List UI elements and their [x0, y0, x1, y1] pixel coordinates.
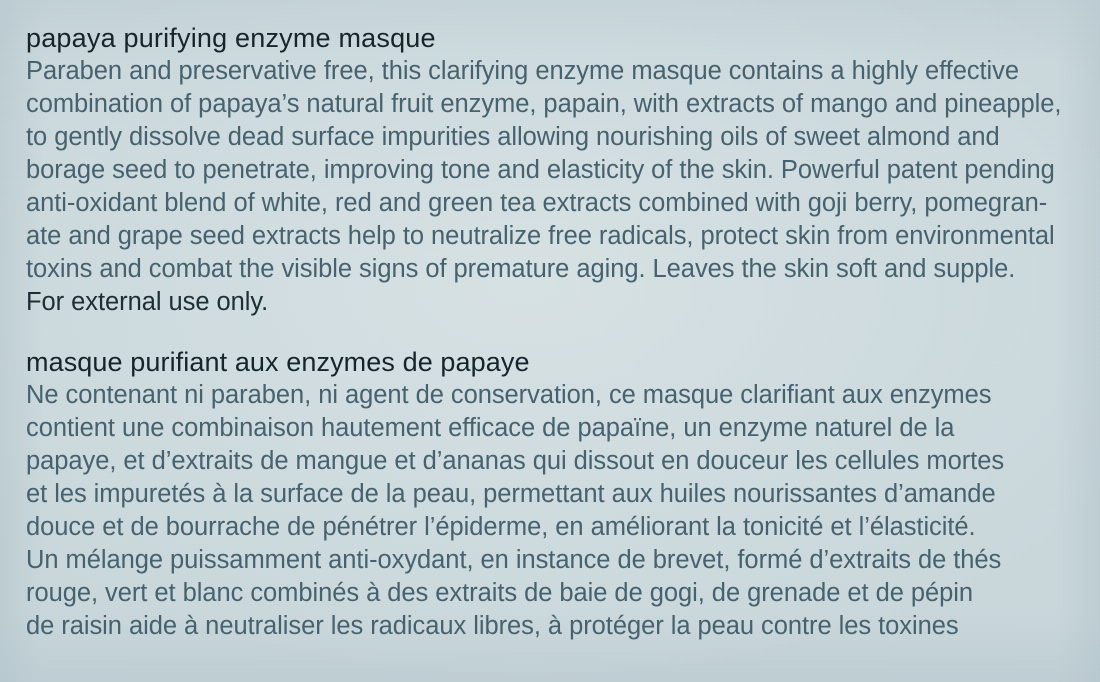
french-body-line-4: et les impuretés à la surface de la peau, permettant aux huiles nourissantes d’amande [26, 480, 996, 508]
english-description-block [26, 0, 1074, 319]
english-body-line-1: Paraben and preservative free, this clarifying enzyme masque contains a highly effective [26, 57, 1020, 85]
external-use-warning: For external use only. [26, 288, 269, 316]
french-body-line-3: papaye, et d’extraits de mangue et d’ananas qui dissout en douceur les cellules mortes [26, 447, 1005, 475]
french-body-line-5: douce et de bourrache de pénétrer l’épiderme, en améliorant la tonicité et l’élasticité. [26, 513, 976, 541]
french-description-block [26, 319, 1074, 643]
english-body-line-3: to gently dissolve dead surface impurities allowing nourishing oils of sweet almond and [26, 123, 1000, 151]
french-body-line-1: Ne contenant ni paraben, ni agent de conservation, ce masque clarifiant aux enzymes [26, 381, 992, 409]
french-body-line-6: Un mélange puissamment anti-oxydant, en instance de brevet, formé d’extraits de thés [26, 546, 1002, 574]
french-body-line-2: contient une combinaison hautement efficace de papaïne, un enzyme naturel de la [26, 414, 955, 442]
english-product-title: papaya purifying enzyme masque [26, 23, 436, 53]
french-body-line-8: de raisin aide à neutraliser les radicaux libres, à protéger la peau contre les toxines [26, 612, 959, 640]
english-body-line-6: ate and grape seed extracts help to neutralize free radicals, protect skin from environmental [26, 222, 1055, 250]
english-body-line-7: toxins and combat the visible signs of premature aging. Leaves the skin soft and supple. [26, 255, 1016, 283]
french-product-title: masque purifiant aux enzymes de papaye [26, 347, 530, 377]
label-text-layer [26, 0, 1074, 643]
english-body-line-4: borage seed to penetrate, improving tone and elasticity of the skin. Powerful patent pending [26, 156, 1055, 184]
french-body-line-7: rouge, vert et blanc combinés à des extraits de baie de gogi, de grenade et de pépin [26, 579, 974, 607]
english-body-line-2: combination of papaya’s natural fruit enzyme, papain, with extracts of mango and pineapple, [26, 90, 1062, 118]
english-body-line-5: anti-oxidant blend of white, red and green tea extracts combined with goji berry, pomegran- [26, 189, 1048, 217]
